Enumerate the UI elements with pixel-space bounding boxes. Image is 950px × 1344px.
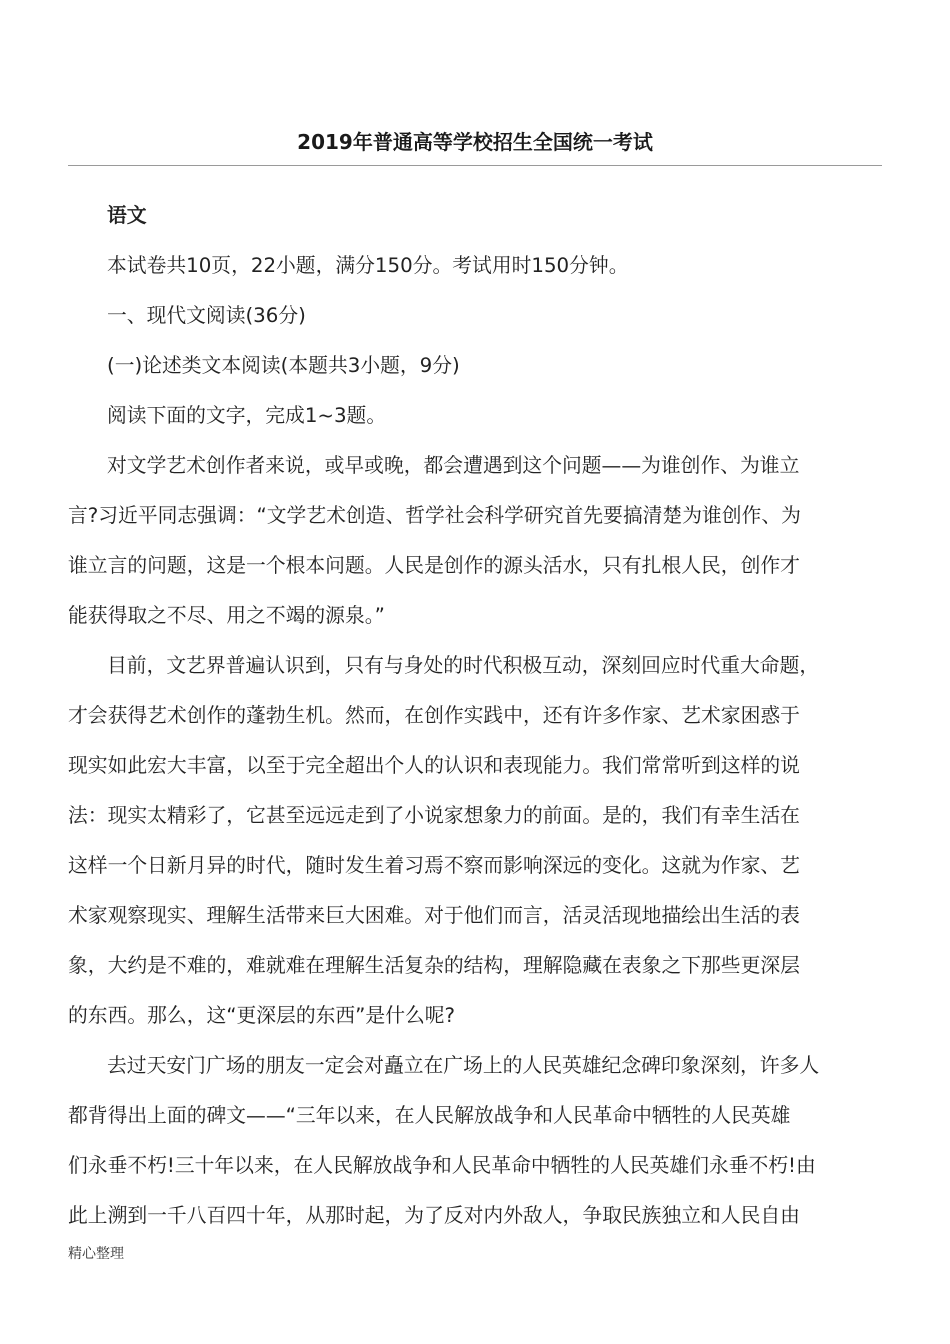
subject-heading: 语文 <box>107 204 147 227</box>
document-title: 2019年普通高等学校招生全国统一考试 <box>297 130 653 154</box>
paragraph-line: 术家观察现实、理解生活带来巨大困难。对于他们而言，活灵活现地描绘出生活的表 <box>68 904 800 927</box>
page-footer: 精心整理 <box>68 1246 124 1262</box>
paragraph-line: 都背得出上面的碑文——“三年以来，在人民解放战争和人民革命中牺牲的人民英雄 <box>68 1104 791 1127</box>
exam-info: 本试卷共10页，22小题，满分150分。考试用时150分钟。 <box>107 254 629 277</box>
document-body <box>68 191 882 1241</box>
paragraph-line: 此上溯到一千八百四十年，从那时起，为了反对内外敌人，争取民族独立和人民自由 <box>68 1204 800 1227</box>
paragraph-line: 能获得取之不尽、用之不竭的源泉。” <box>68 604 385 627</box>
paragraph-line: 才会获得艺术创作的蓬勃生机。然而，在创作实践中，还有许多作家、艺术家困惑于 <box>68 704 800 727</box>
paragraph-line: 法：现实太精彩了，它甚至远远走到了小说家想象力的前面。是的，我们有幸生活在 <box>68 804 800 827</box>
subsection-heading: (一)论述类文本阅读(本题共3小题，9分) <box>107 354 460 377</box>
instruction: 阅读下面的文字，完成1~3题。 <box>107 404 387 427</box>
paragraph-line: 象，大约是不难的，难就难在理解生活复杂的结构，理解隐藏在表象之下那些更深层 <box>68 954 800 977</box>
paragraph-line: 现实如此宏大丰富，以至于完全超出个人的认识和表现能力。我们常常听到这样的说 <box>68 754 800 777</box>
paragraph-line: 言?习近平同志强调：“文学艺术创造、哲学社会科学研究首先要搞清楚为谁创作、为 <box>68 504 801 527</box>
paragraph-line: 这样一个日新月异的时代，随时发生着习焉不察而影响深远的变化。这就为作家、艺 <box>68 854 800 877</box>
paragraph-line: 去过天安门广场的朋友一定会对矗立在广场上的人民英雄纪念碑印象深刻，许多人 <box>107 1054 820 1077</box>
paragraph-line: 谁立言的问题，这是一个根本问题。人民是创作的源头活水，只有扎根人民，创作才 <box>68 554 800 577</box>
paragraph-line: 目前，文艺界普遍认识到，只有与身处的时代积极互动，深刻回应时代重大命题， <box>107 654 820 677</box>
paragraph-line: 们永垂不朽!三十年以来，在人民解放战争和人民革命中牺牲的人民英雄们永垂不朽!由 <box>68 1154 816 1177</box>
section-heading: 一、现代文阅读(36分) <box>107 304 306 327</box>
paragraph-line: 对文学艺术创作者来说，或早或晚，都会遭遇到这个问题——为谁创作、为谁立 <box>107 454 800 477</box>
paragraph-line: 的东西。那么，这“更深层的东西”是什么呢? <box>68 1004 456 1027</box>
title-divider <box>68 165 882 166</box>
